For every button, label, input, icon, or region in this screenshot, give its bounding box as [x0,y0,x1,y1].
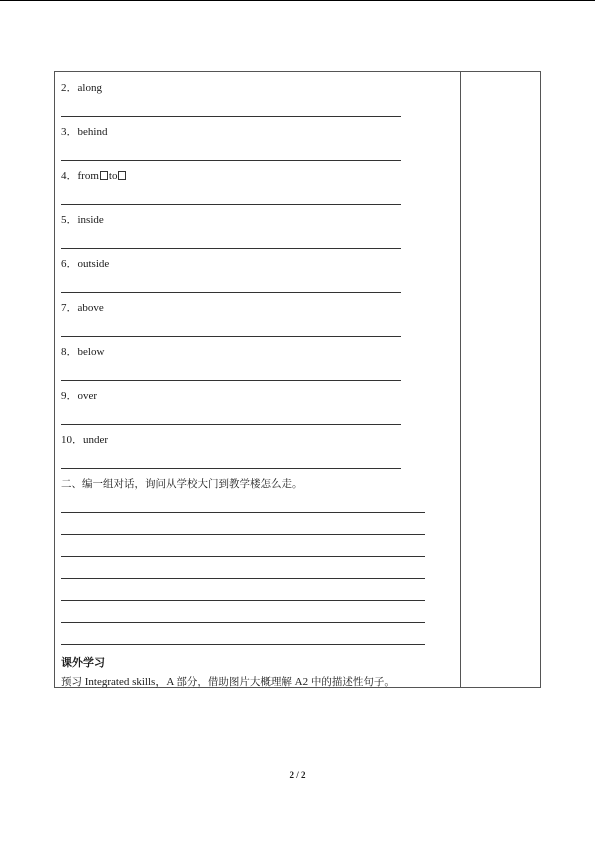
answer-line[interactable] [61,204,401,205]
item-number: 2． [61,82,78,94]
item-number: 7． [61,302,78,314]
exercise-item-5 [61,214,104,227]
extra-text-en2: A2 [294,676,309,688]
item-number: 5． [61,214,78,226]
exercise-item-10 [61,434,108,447]
item-number: 4． [61,170,78,182]
exercise-item-4 [61,170,127,183]
answer-line[interactable] [61,116,401,117]
dialog-line[interactable] [61,600,425,601]
extra-text-suffix: 中的描述性句子。 [310,676,395,688]
item-word: to [108,170,118,182]
answer-line[interactable] [61,336,401,337]
dialog-line[interactable] [61,578,425,579]
item-number: 6． [61,258,78,270]
top-rule [0,0,595,1]
item-word: over [77,390,98,402]
exercise-item-6 [61,258,109,271]
section-2-title: 二、编一组对话，询问从学校大门到教学楼怎么走。 [61,478,303,490]
exercise-item-7 [61,302,104,315]
item-word: above [77,302,104,314]
exercise-item-8 [61,346,104,359]
exercise-item-2 [61,82,102,95]
answer-line[interactable] [61,468,401,469]
item-number: 9． [61,390,78,402]
item-number: 10． [61,434,83,446]
item-word: from [77,170,99,182]
answer-line[interactable] [61,292,401,293]
blank-box-icon [100,171,108,180]
extra-text-prefix: 预习 [61,676,82,688]
item-word: under [83,434,109,446]
item-word: behind [77,126,108,138]
item-word: below [77,346,105,358]
answer-line[interactable] [61,248,401,249]
dialog-line[interactable] [61,622,425,623]
page-number: 2 / 2 [289,770,306,780]
extra-text-en: Integrated skills，A [84,676,174,688]
dialog-line[interactable] [61,534,425,535]
extra-text-mid: 部分，借助图片大概理解 [176,676,292,688]
answer-line[interactable] [61,160,401,161]
exercise-item-9 [61,390,97,403]
dialog-line[interactable] [61,556,425,557]
item-number: 8． [61,346,78,358]
dialog-line[interactable] [61,644,425,645]
blank-box-icon [118,171,126,180]
item-word: outside [77,258,110,270]
notes-column-divider [460,72,461,687]
extra-study-title: 课外学习 [61,656,105,669]
worksheet-table [54,71,541,688]
exercise-item-3 [61,126,107,139]
dialog-line[interactable] [61,512,425,513]
answer-line[interactable] [61,424,401,425]
extra-study-text [61,676,395,689]
item-word: inside [77,214,104,226]
item-number: 3． [61,126,78,138]
item-word: along [77,82,102,94]
answer-line[interactable] [61,380,401,381]
